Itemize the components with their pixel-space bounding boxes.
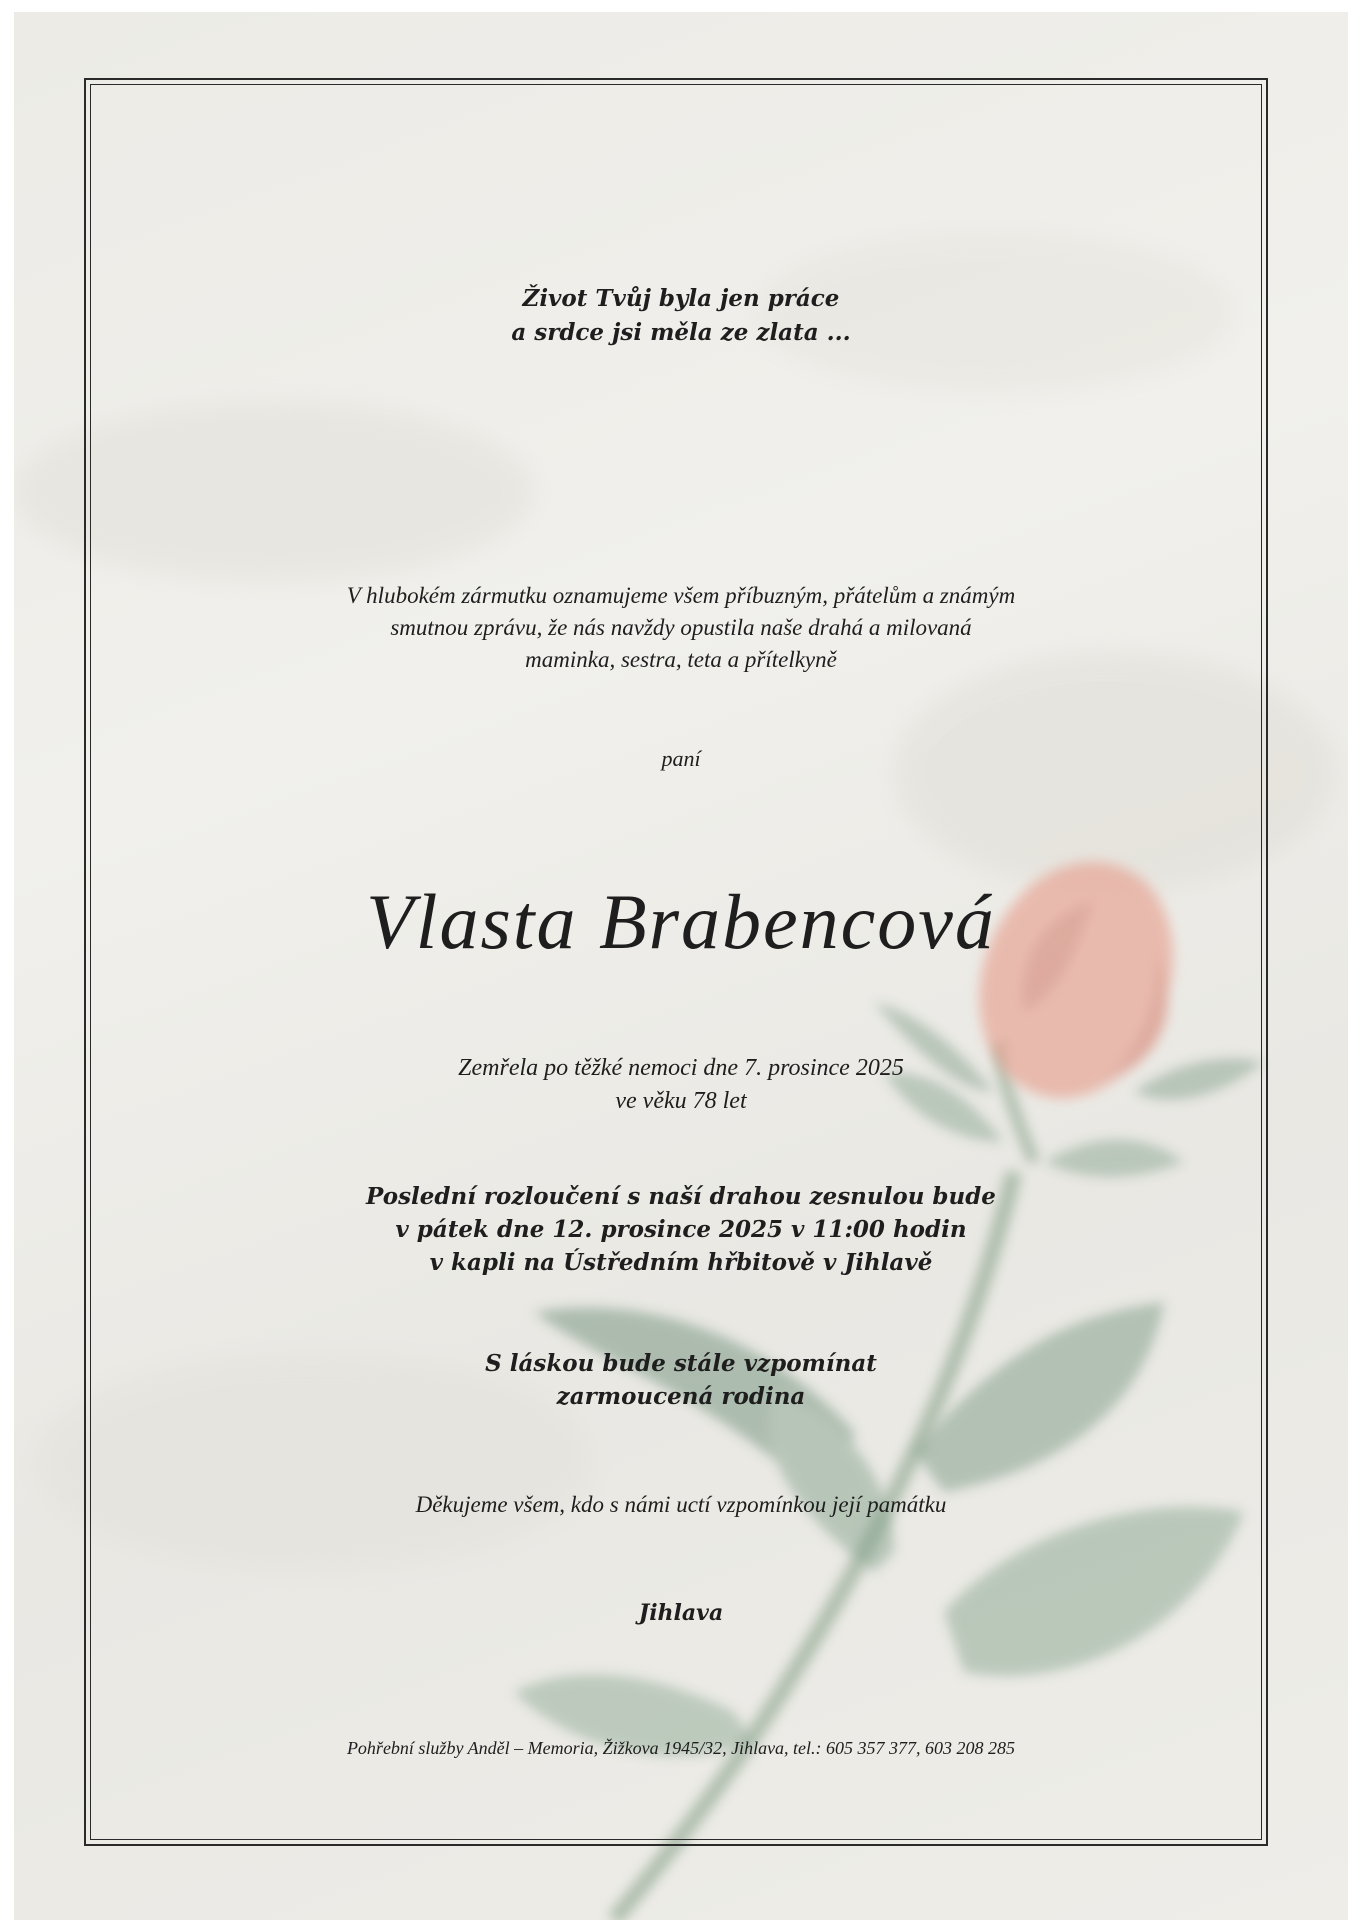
funeral-line-3: v kapli na Ústředním hřbitově v Jihlavě <box>429 1249 933 1276</box>
death-details <box>14 1052 1348 1118</box>
announcement <box>14 580 1348 676</box>
death-line-1: Zemřela po těžké nemoci dne 7. prosince 2025 <box>458 1055 904 1081</box>
honorific-title: paní <box>661 746 701 771</box>
motto-line-1: Život Tvůj byla jen práce <box>522 285 840 312</box>
announcement-line-1: V hlubokém zármutku oznamujeme všem příbuzným, přátelům a známým <box>346 583 1016 608</box>
announcement-line-2: smutnou zprávu, že nás navždy opustila naše drahá a milovaná <box>390 615 972 640</box>
deceased-name: Vlasta Brabencová <box>366 878 996 965</box>
funeral-line-1: Poslední rozloučení s naší drahou zesnulou bude <box>366 1183 996 1210</box>
family-signature <box>14 1347 1348 1413</box>
funeral-line-2: v pátek dne 12. prosince 2025 v 11:00 hodin <box>395 1216 967 1243</box>
death-line-2: ve věku 78 let <box>615 1088 747 1114</box>
motto <box>14 282 1348 350</box>
city-name: Jihlava <box>638 1600 724 1626</box>
thanks-note: Děkujeme všem, kdo s námi uctí vzpomínkou její památku <box>415 1492 947 1517</box>
family-line-2: zarmoucená rodina <box>556 1383 806 1410</box>
announcement-line-3: maminka, sestra, teta a přítelkyně <box>525 647 837 672</box>
motto-line-2: a srdce jsi měla ze zlata ... <box>511 319 851 346</box>
funeral-service-footer: Pohřební služby Anděl – Memoria, Žižkova 1945/32, Jihlava, tel.: 605 357 377, 603 208 285 <box>346 1738 1016 1758</box>
family-line-1: S láskou bude stále vzpomínat <box>485 1350 877 1377</box>
funeral-details <box>14 1180 1348 1279</box>
obituary-sheet <box>14 12 1348 1920</box>
